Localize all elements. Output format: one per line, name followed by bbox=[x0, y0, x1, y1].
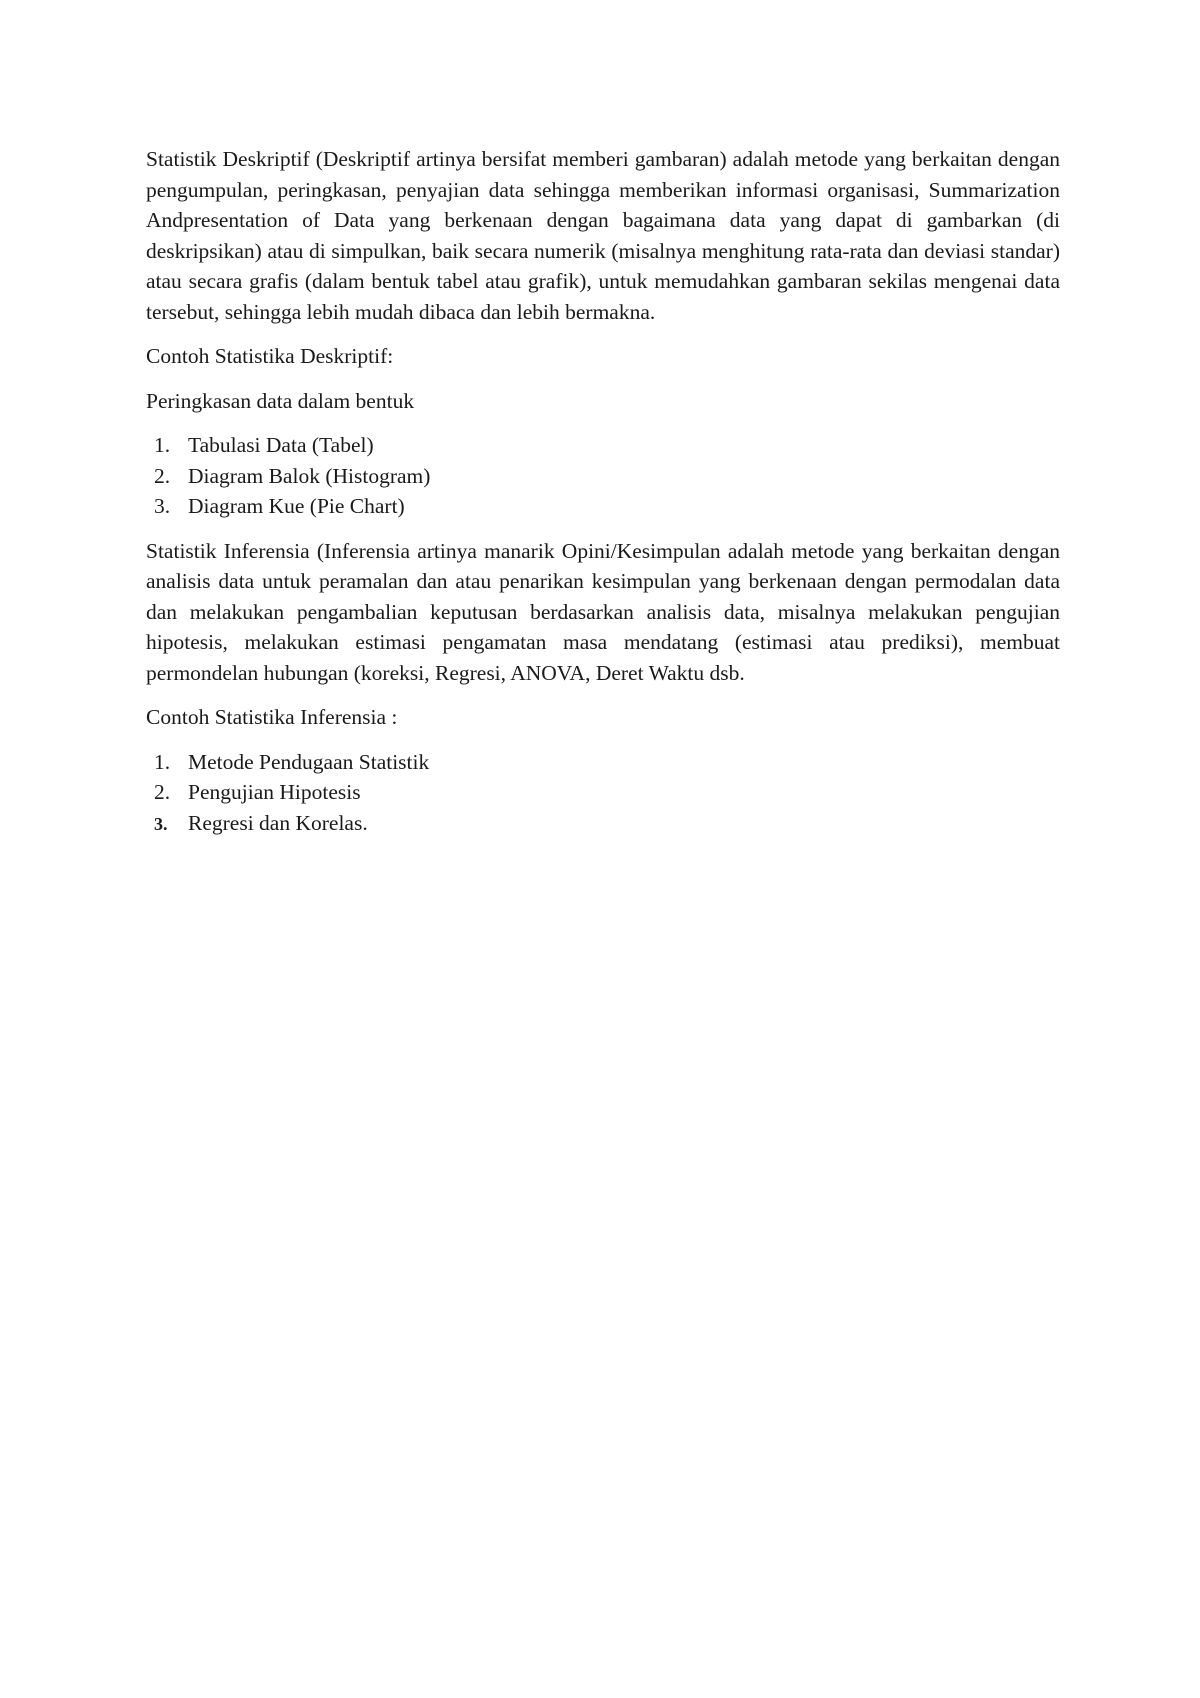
list-text: Diagram Kue (Pie Chart) bbox=[188, 494, 405, 518]
list-text: Pengujian Hipotesis bbox=[188, 780, 361, 804]
summary-intro: Peringkasan data dalam bentuk bbox=[146, 388, 415, 413]
list-text: Metode Pendugaan Statistik bbox=[188, 749, 430, 774]
list-text: Tabulasi Data (Tabel) bbox=[188, 433, 374, 457]
list-number: 1. bbox=[154, 433, 171, 457]
list-text: Regresi dan Korelas. bbox=[188, 810, 368, 835]
list-number: 2. bbox=[154, 463, 171, 488]
heading-descriptive-example: Contoh Statistika Deskriptif: bbox=[146, 344, 394, 368]
descriptive-list bbox=[146, 430, 1060, 522]
list-item bbox=[146, 430, 1060, 461]
list-number: 2. bbox=[154, 780, 171, 804]
list-text: Diagram Balok (Histogram) bbox=[188, 463, 431, 488]
list-number: 3. bbox=[154, 494, 171, 518]
list-item bbox=[146, 461, 1060, 492]
inferential-list bbox=[146, 747, 1060, 840]
list-item bbox=[146, 491, 1060, 522]
list-item bbox=[146, 777, 1060, 808]
list-number: 3. bbox=[154, 813, 168, 834]
paragraph-inferential-statistics: Statistik Inferensia (Inferensia artinya manarik Opini/Kesimpulan adalah metode yang berkaitan dengan analisis data untuk peramalan dan atau penarikan kesimpulan yang berkenaan dengan permodalan data dan melakukan pengambalian keputusan berdasarkan analisis data, misalnya melakukan pengujian hipotesis, melakukan estimasi pengamatan masa mendatang (estimasi atau prediksi), membuat permondelan hubungan (koreksi, Regresi, ANOVA, Deret Waktu dsb. bbox=[146, 538, 1060, 685]
list-item bbox=[146, 808, 1060, 840]
document-page bbox=[146, 144, 1060, 853]
list-number: 1. bbox=[154, 749, 171, 774]
list-item bbox=[146, 747, 1060, 778]
paragraph-descriptive-statistics: Statistik Deskriptif (Deskriptif artinya bersifat memberi gambaran) adalah metode yang berkaitan dengan pengumpulan, peringkasan, penyajian data sehingga memberikan informasi organisasi, Summarization Andpresentation of Data yang berkenaan dengan bagaimana data yang dapat di gambarkan (di deskripsikan) atau di simpulkan, baik secara numerik (misalnya menghitung rata-rata dan deviasi standar) atau secara grafis (dalam bentuk tabel atau grafik), untuk memudahkan gambaran sekilas mengenai data tersebut, sehingga lebih mudah dibaca dan lebih bermakna. bbox=[146, 147, 1060, 324]
heading-inferential-example: Contoh Statistika Inferensia : bbox=[146, 705, 398, 729]
